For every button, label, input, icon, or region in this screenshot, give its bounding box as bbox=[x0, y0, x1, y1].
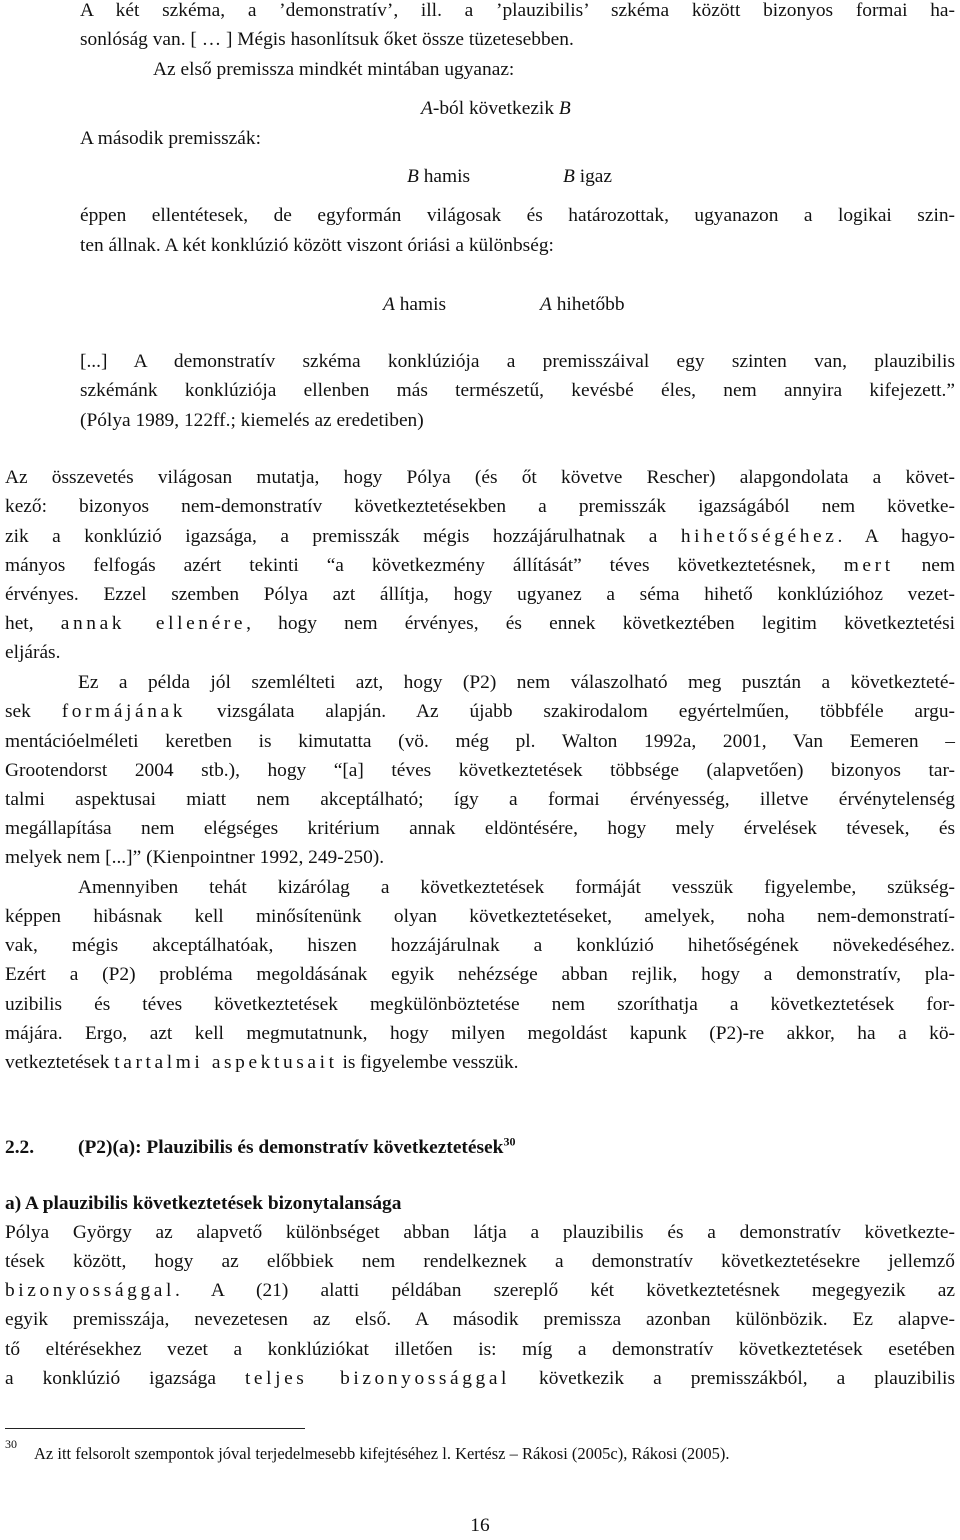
paragraph-line: tő eltérésekhez vezet a konklúziókat illetően is: míg a demonstratív következtetések esetében bbox=[5, 1339, 955, 1360]
footnote-rule bbox=[5, 1428, 305, 1429]
paragraph-line: májára. Ergo, azt kell megmutatnunk, hogy milyen megoldást kapunk (P2)-re akkor, ha a kö- bbox=[5, 1023, 955, 1044]
footnote-ref[interactable]: 30 bbox=[503, 1134, 516, 1149]
section-number: 2.2. bbox=[5, 1137, 35, 1158]
footnote-text: Az itt felsorolt szempontok jóval terjedelmesebb kifejtéséhez l. Kertész – Rákosi (2005c), Rákosi (2005). bbox=[34, 1444, 730, 1463]
paragraph-line: talmi aspektusai miatt nem akceptálható; így a formai érvényesség, illetve érvénytelenség bbox=[5, 789, 955, 810]
paragraph-line: megállapítása nem elégséges kritérium annak eldöntésére, hogy mely érvelések tévesek, és bbox=[5, 818, 955, 839]
schema-first-premise: A-ból következik B bbox=[421, 98, 571, 119]
paragraph-line: bizonyossággal. A (21) alatti példában szereplő két következtetésnek megegyezik az bbox=[5, 1280, 955, 1301]
quote-line: [...] A demonstratív szkéma konklúziója a premisszáival egy szinten van, plauzibilis bbox=[80, 351, 955, 372]
quote-citation: (Pólya 1989, 122ff.; kiemelés az eredetiben) bbox=[80, 410, 424, 431]
paragraph-line: egyik premisszája, nevezetesen az első. A második premissza azonban különbözik. Ez alapve- bbox=[5, 1309, 955, 1330]
paragraph-line: mentációelméleti keretben is kimutatta (vö. még pl. Walton 1992a, 2001, Van Eemeren – bbox=[5, 731, 955, 752]
paragraph-line: Az összevetés világosan mutatja, hogy Pólya (és őt követve Rescher) alapgondolata a követ- bbox=[5, 467, 955, 488]
paragraph-line: mányos felfogás azért tekinti “a következmény állítását” téves következtetésnek, mert nem bbox=[5, 555, 956, 576]
page-number: 16 bbox=[470, 1515, 490, 1536]
quote-line: Az első premissza mindkét mintában ugyanaz: bbox=[153, 59, 515, 80]
paragraph-line: sek formájának vizsgálata alapján. Az újabb szakirodalom egyértelműen, többféle argu- bbox=[5, 701, 955, 722]
schema-a-hihetobb: A hihetőbb bbox=[540, 294, 625, 315]
schema-b-hamis: B hamis bbox=[407, 166, 471, 187]
paragraph-line: kező: bizonyos nem-demonstratív következtetésekben a premisszák igazságából nem követke- bbox=[5, 496, 955, 517]
quote-line: éppen ellentétesek, de egyformán világosak és határozottak, ugyanazon a logikai szin- bbox=[80, 205, 955, 226]
paragraph-line: zik a konklúzió igazsága, a premisszák mégis hozzájárulhatnak a hihetőségéhez. A hagyo- bbox=[5, 526, 955, 547]
paragraph-line: Amennyiben tehát kizárólag a következtetések formáját vesszük figyelembe, szükség- bbox=[78, 877, 955, 898]
quote-line: szkémánk konklúziója ellenben más természetű, kevésbé éles, nem annyira kifejezett.” bbox=[80, 380, 955, 401]
paragraph-line: képpen hibásnak kell minősítenünk olyan következtetéseket, amelyek, noha nem-demonstratí- bbox=[5, 906, 955, 927]
paragraph-line: Ezért a (P2) probléma megoldásának egyik nehézsége abban rejlik, hogy a demonstratív, pla- bbox=[5, 964, 955, 985]
paragraph-line: eljárás. bbox=[5, 642, 61, 663]
paragraph-line: het, annak ellenére, hogy nem érvényes, és ennek következtében legitim következtetési bbox=[5, 613, 956, 634]
section-title: (P2)(a): Plauzibilis és demonstratív következtetések$^{30}$ bbox=[78, 1134, 516, 1158]
paragraph-line: Pólya György az alapvető különbséget abban látja a plauzibilis és a demonstratív következte- bbox=[5, 1222, 955, 1243]
paragraph-line: uzibilis és téves következtetések megkülönböztetése nem szoríthatja a következtetések for- bbox=[5, 994, 955, 1015]
paragraph-line: tések között, hogy az előbbiek nem rendelkeznek a demonstratív következtetésekre jellemző bbox=[5, 1251, 955, 1272]
paragraph-line: vak, mégis akceptálhatóak, hiszen hozzájárulnak a konklúzió hihetőségének növekedéséhez. bbox=[5, 935, 955, 956]
second-premise-label: A második premisszák: bbox=[80, 128, 261, 149]
schema-a-hamis: A hamis bbox=[383, 294, 447, 315]
quote-line: ten állnak. A két konklúzió között viszont óriási a különbség: bbox=[80, 235, 554, 256]
footnote-number: 30 bbox=[5, 1437, 17, 1451]
paragraph-line: Grootendorst 2004 stb.), hogy “[a] téves következtetések többsége (alapvetően) bizonyos tar- bbox=[5, 760, 955, 781]
paragraph-line: vetkeztetések tartalmi aspektusait is figyelembe vesszük. bbox=[5, 1052, 519, 1073]
quote-line: A két szkéma, a ’demonstratív’, ill. a ’plauzibilis’ szkéma között bizonyos formai ha- bbox=[80, 0, 955, 21]
paragraph-line: Ez a példa jól szemlélteti azt, hogy (P2) nem válaszolható meg pusztán a következteté- bbox=[78, 672, 955, 693]
schema-b-igaz: B igaz bbox=[563, 166, 613, 187]
paragraph-line: melyek nem [...]” (Kienpointner 1992, 249-250). bbox=[5, 847, 385, 868]
paragraph-line: érvényes. Ezzel szemben Pólya azt állítja, hogy ugyanez a séma hihető konklúzióhoz vezet- bbox=[5, 584, 955, 605]
subsection-title: a) A plauzibilis következtetések bizonytalansága bbox=[5, 1193, 402, 1214]
quote-line: sonlóság van. [ … ] Mégis hasonlítsuk őket össze tüzetesebben. bbox=[80, 29, 574, 50]
paragraph-line: a konklúzió igazsága teljes bizonyossággal következik a premisszákból, a plauzibilis bbox=[5, 1368, 955, 1389]
